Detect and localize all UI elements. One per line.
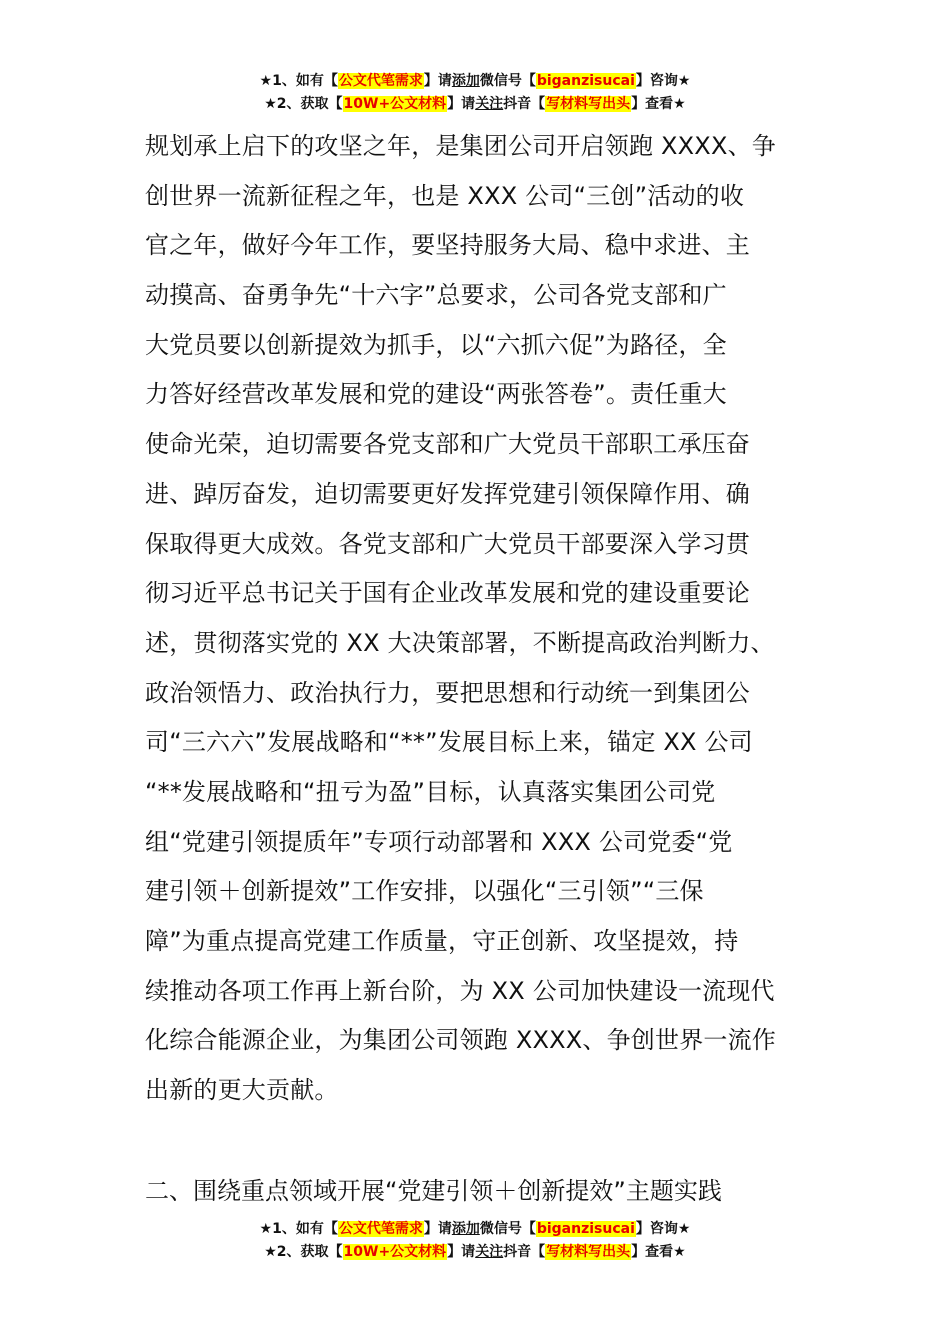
highlight-service: 公文代笔需求 — [338, 1221, 423, 1237]
promo-line-2: ★2、获取【10W+公文材料】请关注抖音【写材料写出头】查看★ — [264, 1244, 686, 1260]
body-line: 障”为重点提高党建工作质量，守正创新、攻坚提效，持 — [145, 927, 739, 955]
body-line: 组“党建引领提质年”专项行动部署和 XXX 公司党委“党 — [145, 827, 733, 856]
body-line: 创世界一流新征程之年，也是 XXX 公司“三创”活动的收 — [145, 181, 745, 210]
promo-line-1: ★1、如有【公文代笔需求】请添加微信号【biganzisucai】咨询★ — [259, 1221, 691, 1237]
body-line: 进、踔厉奋发，迫切需要更好发挥党建引领保障作用、确 — [145, 479, 750, 508]
highlight-douyin: 写材料写出头 — [546, 96, 631, 112]
highlight-materials: 10W+公文材料 — [343, 1244, 447, 1260]
section-heading: 二、围绕重点领域开展“党建引领＋创新提效”主题实践 — [145, 1177, 722, 1205]
body-line: “**发展战略和“扭亏为盈”目标，认真落实集团公司党 — [145, 777, 716, 806]
body-line: 力答好经营改革发展和党的建设“两张答卷”。责任重大 — [145, 380, 727, 409]
body-line: 大党员要以创新提效为抓手，以“六抓六促”为路径，全 — [145, 330, 727, 359]
promo-banner-bottom — [0, 1218, 950, 1264]
body-line: 建引领＋创新提效”工作安排，以强化“三引领”“三保 — [145, 877, 704, 906]
promo-line-2: ★2、获取【10W+公文材料】请关注抖音【写材料写出头】查看★ — [264, 96, 686, 112]
body-line: 政治领悟力、政治执行力，要把思想和行动统一到集团公 — [145, 678, 750, 707]
highlight-wechat-id: biganzisucai — [536, 73, 635, 89]
body-line: 保取得更大成效。各党支部和广大党员干部要深入学习贯 — [145, 529, 750, 558]
highlight-wechat-id: biganzisucai — [536, 1221, 635, 1237]
body-paragraph — [145, 122, 810, 1116]
body-line: 述，贯彻落实党的 XX 大决策部署，不断提高政治判断力、 — [145, 628, 775, 657]
body-line: 彻习近平总书记关于国有企业改革发展和党的建设重要论 — [145, 579, 750, 608]
highlight-douyin: 写材料写出头 — [546, 1244, 631, 1260]
body-line: 司“三六六”发展战略和“**”发展目标上来，锚定 XX 公司 — [145, 728, 753, 757]
promo-line-1: ★1、如有【公文代笔需求】请添加微信号【biganzisucai】咨询★ — [259, 73, 691, 89]
body-line: 规划承上启下的攻坚之年，是集团公司开启领跑 XXXX、争 — [145, 132, 776, 160]
promo-banner-top — [0, 70, 950, 116]
body-line: 动摸高、奋勇争先“十六字”总要求，公司各党支部和广 — [145, 281, 727, 310]
highlight-service: 公文代笔需求 — [338, 73, 423, 89]
highlight-materials: 10W+公文材料 — [343, 96, 447, 112]
body-line: 使命光荣，迫切需要各党支部和广大党员干部职工承压奋 — [145, 430, 750, 459]
body-line: 化综合能源企业，为集团公司领跑 XXXX、争创世界一流作 — [145, 1026, 776, 1055]
body-line: 官之年，做好今年工作，要坚持服务大局、稳中求进、主 — [145, 231, 750, 260]
body-line: 续推动各项工作再上新台阶，为 XX 公司加快建设一流现代 — [145, 976, 775, 1005]
body-line: 出新的更大贡献。 — [145, 1076, 339, 1105]
